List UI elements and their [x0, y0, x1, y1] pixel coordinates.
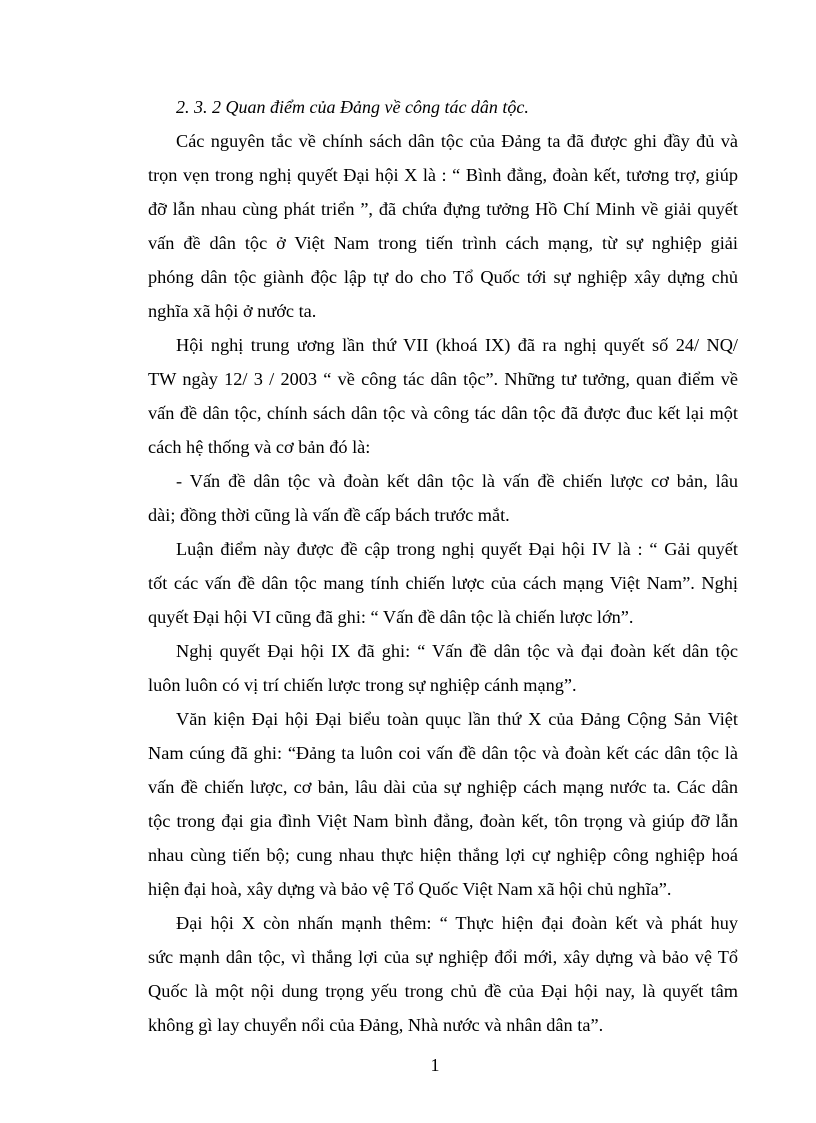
text-line: TW ngày 12/ 3 / 2003 “ về công tác dân tộc”. Những tư tưởng, quan điểm về: [148, 369, 738, 389]
text-line: Văn kiện Đại hội Đại biểu toàn quục lần thứ X của Đảng Cộng Sản Việt: [176, 709, 738, 729]
text-line: quyết Đại hội VI cũng đã ghi: “ Vấn đề dân tộc là chiến lược lớn”.: [148, 607, 634, 627]
text-line: không gì lay chuyển nổi của Đảng, Nhà nước và nhân dân ta”.: [148, 1015, 604, 1035]
page-number: 1: [430, 1055, 440, 1075]
text-line: hiện đại hoà, xây dựng và bảo vệ Tổ Quốc Việt Nam xã hội chủ nghĩa”.: [148, 879, 672, 899]
text-line: đỡ lẫn nhau cùng phát triển ”, đã chứa đựng tưởng Hồ Chí Minh về giải quyết: [148, 199, 738, 219]
text-line: phóng dân tộc giành độc lập tự do cho Tổ Quốc tới sự nghiệp xây dựng chủ: [148, 267, 738, 287]
text-line: Nam cúng đã ghi: “Đảng ta luôn coi vấn đề dân tộc và đoàn kết các dân tộc là: [148, 743, 738, 763]
text-line: luôn luôn có vị trí chiến lược trong sự nghiệp cánh mạng”.: [148, 675, 577, 695]
text-line: Đại hội X còn nhấn mạnh thêm: “ Thực hiện đại đoàn kết và phát huy: [176, 913, 738, 933]
text-line: vấn đề dân tộc, chính sách dân tộc và công tác dân tộc đã được đuc kết lại một: [148, 403, 738, 423]
text-line: dài; đồng thời cũng là vấn đề cấp bách trước mắt.: [148, 505, 510, 525]
text-line: vấn đề chiến lược, cơ bản, lâu dài của sự nghiệp cách mạng nước ta. Các dân: [148, 777, 738, 797]
section-heading: 2. 3. 2 Quan điểm của Đảng về công tác dân tộc.: [176, 97, 529, 117]
text-line: nghĩa xã hội ở nước ta.: [148, 301, 317, 321]
text-line: tốt các vấn đề dân tộc mang tính chiến lược của cách mạng Việt Nam”. Nghị: [148, 573, 738, 593]
text-line: cách hệ thống và cơ bản đó là:: [148, 437, 371, 457]
text-line: vấn đề dân tộc ở Việt Nam trong tiến trình cách mạng, từ sự nghiệp giải: [148, 233, 738, 253]
text-line: Quốc là một nội dung trọng yếu trong chủ đề của Đại hội nay, là quyết tâm: [148, 981, 738, 1001]
text-line: Luận điểm này được đề cập trong nghị quyết Đại hội IV là : “ Gải quyết: [176, 539, 738, 559]
text-line: sức mạnh dân tộc, vì thắng lợi của sự nghiệp đổi mới, xây dựng và bảo vệ Tổ: [148, 947, 738, 967]
text-line: nhau cùng tiến bộ; cung nhau thực hiện thắng lợi cự nghiệp công nghiệp hoá: [148, 845, 738, 865]
text-line: Nghị quyết Đại hội IX đã ghi: “ Vấn đề dân tộc và đại đoàn kết dân tộc: [176, 641, 738, 661]
text-line: trọn vẹn trong nghị quyết Đại hội X là : “ Bình đẳng, đoàn kết, tương trợ, giúp: [148, 165, 738, 185]
text-line: Các nguyên tắc về chính sách dân tộc của Đảng ta đã được ghi đầy đủ và: [176, 131, 738, 151]
text-line: - Vấn đề dân tộc và đoàn kết dân tộc là vấn đề chiến lược cơ bản, lâu: [176, 471, 738, 491]
text-line: Hội nghị trung ương lần thứ VII (khoá IX) đã ra nghị quyết số 24/ NQ/: [176, 335, 738, 355]
text-line: tộc trong đại gia đình Việt Nam bình đẳng, đoàn kết, tôn trọng và giúp đỡ lẫn: [148, 811, 738, 831]
